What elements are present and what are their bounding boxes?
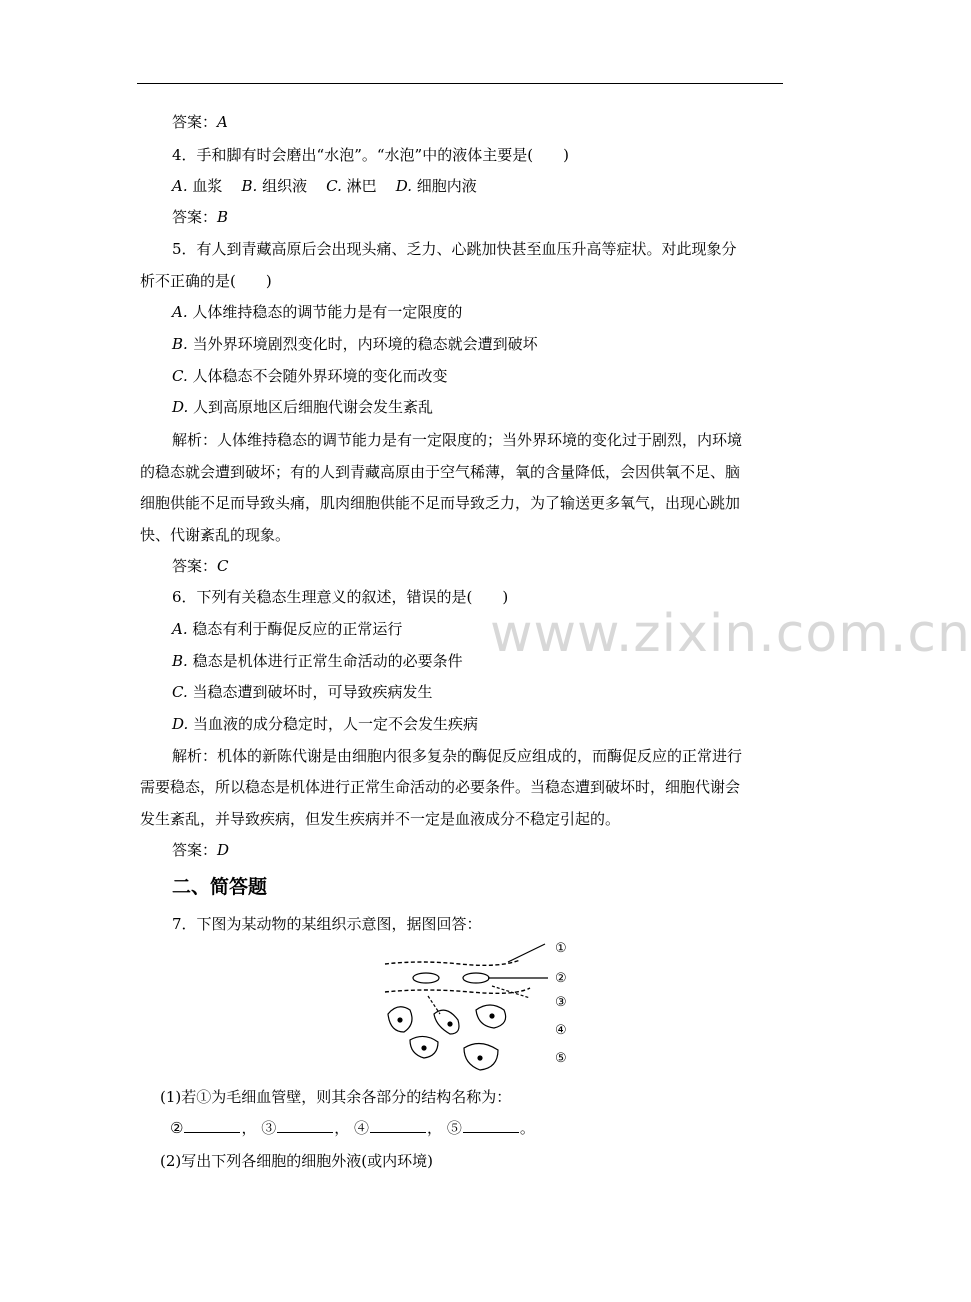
nucleus: [447, 1021, 452, 1026]
option-letter: A.: [172, 620, 188, 638]
option-letter: A.: [172, 177, 188, 195]
q5-option-a: [172, 302, 462, 322]
tissue-diagram: [380, 940, 575, 1090]
q5-stem-line2: 析不正确的是( ): [140, 272, 272, 290]
label-2: ②: [555, 971, 567, 986]
option-letter: A.: [172, 303, 188, 321]
answer-label: 答案：: [172, 113, 218, 131]
option-letter: C.: [172, 683, 188, 701]
option-letter: D.: [172, 398, 189, 416]
q5-analysis-line: 的稳态就会遭到破坏；有的人到青藏高原由于空气稀薄，氧的含量降低，会因供氧不足、脑: [140, 463, 741, 481]
answer-value: D: [217, 841, 230, 859]
option-text: 当外界环境剧烈变化时，内环境的稳态就会遭到破坏: [192, 335, 538, 353]
option-letter: B.: [172, 335, 188, 353]
section-title: 二、简答题: [172, 876, 268, 898]
blank-number: ③: [261, 1119, 277, 1137]
q7-sub1: (1)若①为毛细血管壁，则其余各部分的结构名称为：: [160, 1088, 512, 1106]
option-text: 当稳态遭到破坏时，可导致疾病发生: [192, 683, 433, 701]
nucleus: [397, 1017, 402, 1022]
q6-option-b: [172, 651, 463, 671]
q5-option-b: [172, 334, 538, 354]
q4-stem: 4．手和脚有时会磨出“水泡”。“水泡”中的液体主要是( ): [172, 146, 569, 164]
q3-answer: [172, 112, 228, 132]
q6-stem: 6．下列有关稳态生理意义的叙述，错误的是( ): [172, 588, 509, 606]
label-5: ⑤: [555, 1051, 567, 1066]
q7-sub2: (2)写出下列各细胞的细胞外液(或内环境): [160, 1152, 433, 1170]
q5-stem-line1: 5．有人到青藏高原后会出现头痛、乏力、心跳加快甚至血压升高等症状。对此现象分: [172, 240, 737, 258]
q5-option-d: [172, 397, 433, 417]
answer-label: 答案：: [172, 557, 218, 575]
answer-value: C: [217, 557, 229, 575]
q6-option-c: [172, 682, 433, 702]
red-blood-cell: [413, 973, 439, 983]
watermark: www.zixin.com.cn: [490, 604, 971, 664]
option-text: 当血液的成分稳定时，人一定不会发生疾病: [193, 715, 479, 733]
q4-options: [172, 176, 477, 196]
option-text: 细胞内液: [416, 177, 477, 195]
q6-option-d: [172, 714, 478, 734]
label-1: ①: [555, 941, 567, 956]
nucleus: [421, 1045, 426, 1050]
option-letter: D.: [395, 177, 413, 195]
answer-value: B: [217, 208, 229, 226]
q6-option-a: [172, 619, 402, 639]
answer-blank[interactable]: [277, 1118, 333, 1133]
option-letter: B.: [241, 177, 258, 195]
q5-analysis-line: 细胞供能不足而导致头痛，肌肉细胞供能不足而导致乏力，为了输送更多氧气，出现心跳加: [140, 494, 741, 512]
q6-answer: [172, 840, 229, 860]
option-text: 组织液: [262, 177, 308, 195]
header-rule: [137, 83, 783, 84]
answer-blank[interactable]: [463, 1118, 519, 1133]
option-letter: C.: [172, 367, 188, 385]
q4-answer: [172, 207, 228, 227]
q5-answer: [172, 556, 229, 576]
answer-label: 答案：: [172, 841, 218, 859]
nucleus: [477, 1055, 482, 1060]
q6-analysis-line: 解析：机体的新陈代谢是由细胞内很多复杂的酶促反应组成的，而酶促反应的正常进行: [172, 747, 743, 765]
tissue-cell: [434, 1010, 459, 1034]
blank-number: ④: [354, 1119, 370, 1137]
nucleus: [489, 1013, 494, 1018]
option-letter: D.: [172, 715, 189, 733]
option-text: 人体稳态不会随外界环境的变化而改变: [192, 367, 448, 385]
option-text: 人到高原地区后细胞代谢会发生紊乱: [193, 398, 434, 416]
answer-blank[interactable]: [370, 1118, 426, 1133]
q7-stem: 7．下图为某动物的某组织示意图，据图回答：: [172, 915, 482, 933]
label-4: ④: [555, 1023, 567, 1038]
answer-blank[interactable]: [184, 1118, 240, 1133]
blank-number: ⑤: [446, 1119, 462, 1137]
red-blood-cell: [463, 973, 489, 983]
option-text: 稳态有利于酶促反应的正常运行: [192, 620, 403, 638]
q5-analysis-line: 解析：人体维持稳态的调节能力是有一定限度的；当外界环境的变化过于剧烈，内环境: [172, 431, 743, 449]
capillary-wall-top: [385, 960, 520, 965]
answer-label: 答案：: [172, 208, 218, 226]
q7-blanks: ② ， ③ ， ④ ， ⑤ 。: [170, 1119, 535, 1137]
option-text: 人体维持稳态的调节能力是有一定限度的: [192, 303, 463, 321]
option-text: 血浆: [192, 177, 223, 195]
q6-analysis-line: 需要稳态，所以稳态是机体进行正常生命活动的必要条件。当稳态遭到破坏时，细胞代谢会: [140, 778, 741, 796]
q5-analysis-line: 快、代谢紊乱的现象。: [140, 526, 291, 544]
option-letter: C.: [326, 177, 342, 195]
q5-option-c: [172, 366, 448, 386]
option-text: 淋巴: [346, 177, 377, 195]
q6-analysis-line: 发生紊乱，并导致疾病，但发生疾病并不一定是血液成分不稳定引起的。: [140, 810, 621, 828]
answer-value: A: [217, 113, 228, 131]
blank-number: ②: [170, 1119, 184, 1137]
label-3: ③: [555, 995, 567, 1010]
option-letter: B.: [172, 652, 188, 670]
option-text: 稳态是机体进行正常生命活动的必要条件: [192, 652, 463, 670]
